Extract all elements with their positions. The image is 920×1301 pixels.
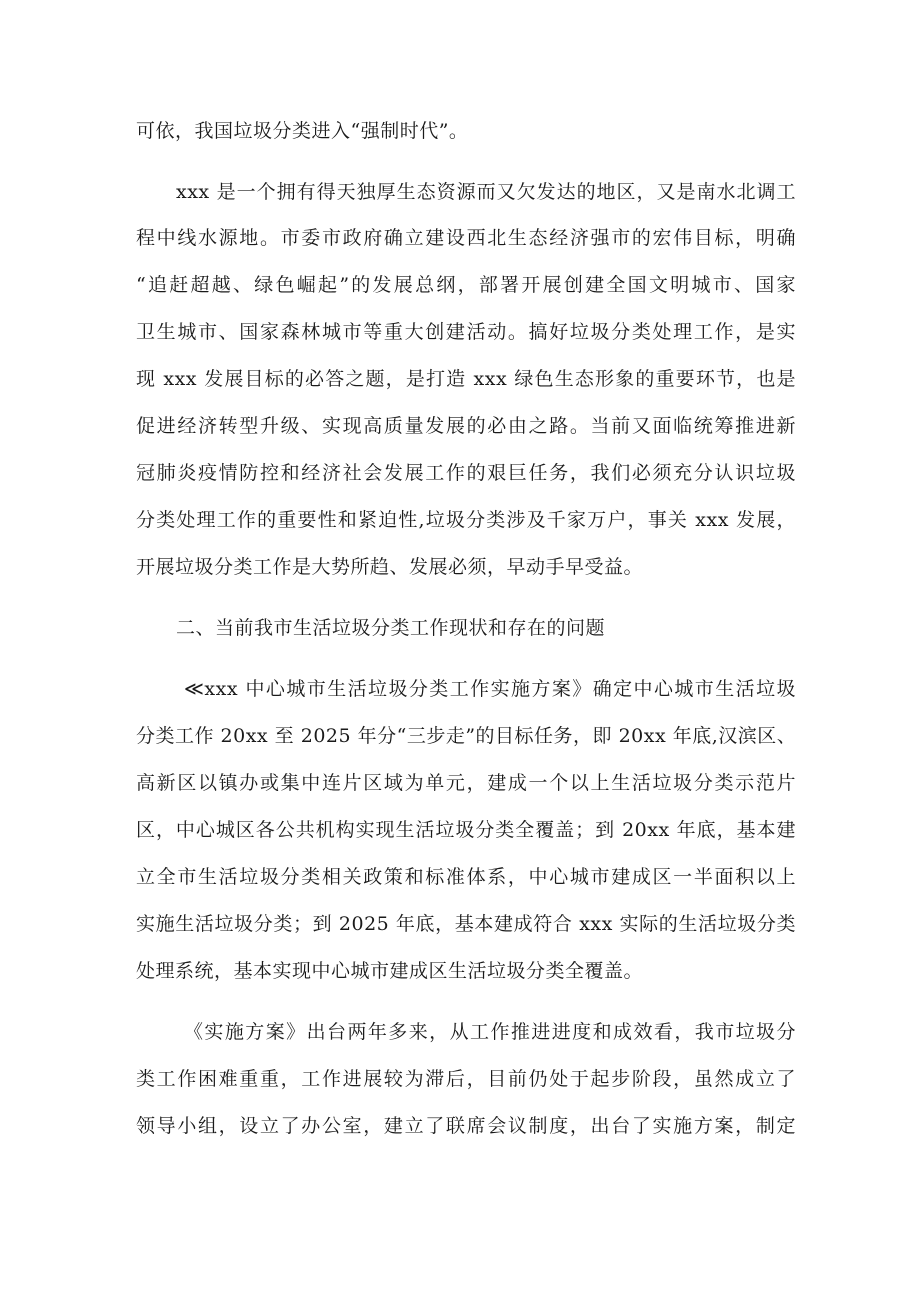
- paragraph-line: 可依，我国垃圾分类进入“强制时代”。: [136, 120, 469, 142]
- paragraph-line: 分类处理工作的重要性和紧迫性,垃圾分类涉及千家万户，事关 xxx 发展，: [136, 509, 796, 531]
- paragraph-line: 区，中心城区各公共机构实现生活垃圾分类全覆盖；到 20xx 年底，基本建: [136, 819, 796, 841]
- paragraph-line: 类工作困难重重，工作进展较为滞后，目前仍处于起步阶段，虽然成立了: [136, 1068, 796, 1090]
- paragraph-line: 促进经济转型升级、实现高质量发展的必由之路。当前又面临统筹推进新: [136, 415, 796, 437]
- paragraph-line: 《实施方案》出台两年多来，从工作推进进度和成效看，我市垃圾分: [184, 1021, 796, 1043]
- paragraph-line: 现 xxx 发展目标的必答之题，是打造 xxx 绿色生态形象的重要环节，也是: [136, 368, 796, 390]
- paragraph-line: 高新区以镇办或集中连片区域为单元，建成一个以上生活垃圾分类示范片: [136, 772, 796, 794]
- paragraph-line: “追赶超越、绿色崛起”的发展总纲，部署开展创建全国文明城市、国家: [136, 274, 796, 296]
- paragraph-line: ≪xxx 中心城市生活垃圾分类工作实施方案》确定中心城市生活垃圾: [184, 678, 796, 700]
- paragraph-line: 领导小组，设立了办公室，建立了联席会议制度，出台了实施方案，制定: [136, 1115, 796, 1137]
- paragraph-line: 分类工作 20xx 至 2025 年分“三步走”的目标任务，即 20xx 年底,汉滨区、: [136, 725, 797, 747]
- paragraph-line: 冠肺炎疫情防控和经济社会发展工作的艰巨任务，我们必须充分认识垃圾: [136, 462, 796, 484]
- paragraph-line: 开展垃圾分类工作是大势所趋、发展必须，早动手早受益。: [136, 556, 644, 578]
- paragraph-line: 实施生活垃圾分类；到 2025 年底，基本建成符合 xxx 实际的生活垃圾分类: [136, 913, 796, 935]
- section-heading: 二、当前我市生活垃圾分类工作现状和存在的问题: [176, 617, 606, 639]
- paragraph-line: 程中线水源地。市委市政府确立建设西北生态经济强市的宏伟目标，明确: [136, 227, 796, 249]
- paragraph-line: xxx 是一个拥有得天独厚生态资源而又欠发达的地区，又是南水北调工: [176, 181, 796, 203]
- paragraph-line: 立全市生活垃圾分类相关政策和标准体系，中心城市建成区一半面积以上: [136, 866, 796, 888]
- paragraph-line: 卫生城市、国家森林城市等重大创建活动。搞好垃圾分类处理工作，是实: [136, 321, 796, 343]
- paragraph-line: 处理系统，基本实现中心城市建成区生活垃圾分类全覆盖。: [136, 960, 644, 982]
